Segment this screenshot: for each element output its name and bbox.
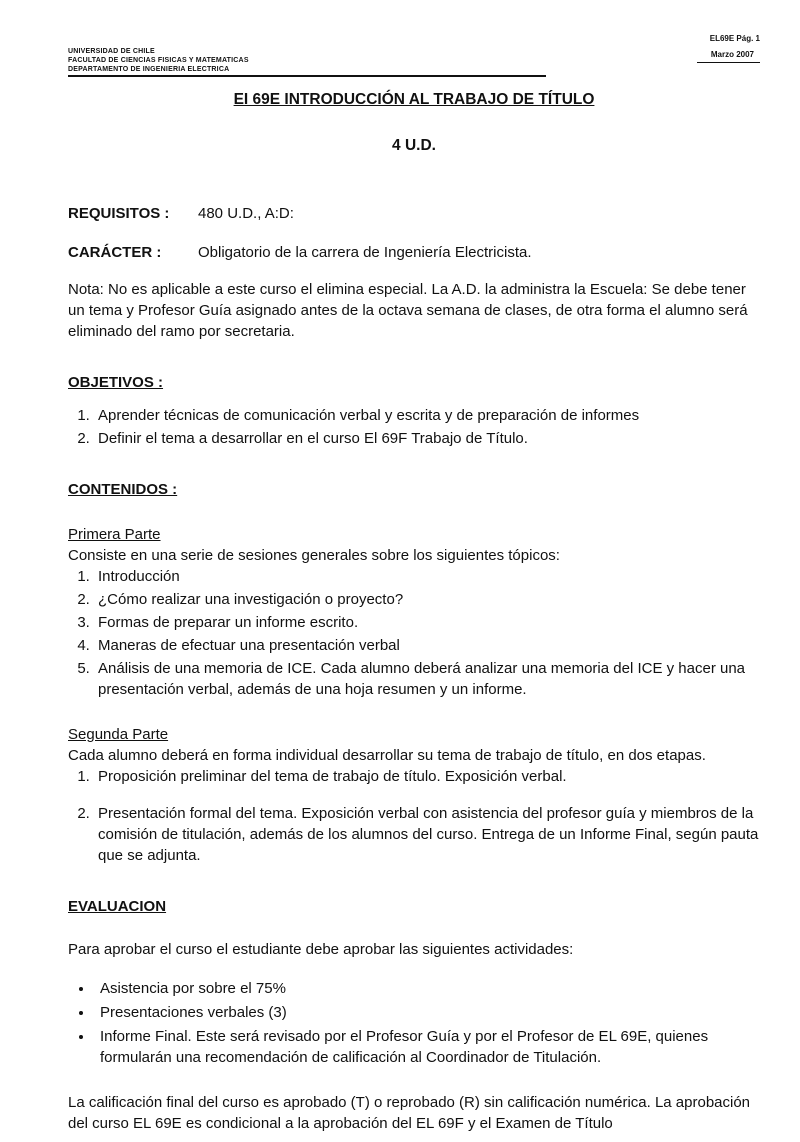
evaluacion-bullet: • Informe Final. Este será revisado por el Profesor Guía y por el Profesor de EL 69E, quienes formularán una recomendación de calificación al Coordinador de Titulación. [94,1026,760,1068]
evaluacion-heading: EVALUACION [68,897,167,915]
primera-parte-list [68,566,760,700]
requisitos-label: REQUISITOS : [68,204,170,222]
segunda-parte-list [68,766,760,866]
nota-paragraph: Nota: No es aplicable a este curso el elimina especial. La A.D. la administra la Escuela: Se debe tener un tema y Profesor Guía asignado antes de la octava semana de clases, de otra forma el alumno será eliminado del ramo por secretaria. [68,280,748,340]
org-line-department: DEPARTAMENTO DE INGENIERIA ELECTRICA [68,65,230,73]
primera-parte-item: 2. ¿Cómo realizar una investigación o proyecto? [94,589,760,610]
evaluacion-intro: Para aprobar el curso el estudiante debe aprobar las siguientes actividades: [68,940,574,958]
caracter-label: CARÁCTER : [68,243,162,261]
organization-block [68,34,546,77]
org-line-university: UNIVERSIDAD DE CHILE [68,48,155,55]
field-requisitos [68,203,760,224]
segunda-parte-intro: Cada alumno deberá en forma individual desarrollar su tema de trabajo de título, en dos etapas. [68,746,706,764]
header-meta [697,34,760,63]
closing-paragraph: La calificación final del curso es aprobado (T) o reprobado (R) sin calificación numérica. La aprobación del curso EL 69E es condicional a la aprobación del EL 69F y el Examen de Título [68,1093,751,1132]
segunda-parte-subheading: Segunda Parte [68,725,169,743]
document-header [68,34,760,77]
objetivos-item: 1. Aprender técnicas de comunicación verbal y escrita y de preparación de informes [94,405,760,426]
primera-parte-item: 3. Formas de preparar un informe escrito. [94,612,760,633]
field-caracter [68,242,760,263]
requisitos-value: 480 U.D., A:D: [198,204,294,222]
primera-parte-item: 4. Maneras de efectuar una presentación verbal [94,635,760,656]
primera-parte-subheading: Primera Parte [68,525,161,543]
objetivos-item: 2. Definir el tema a desarrollar en el curso El 69F Trabajo de Título. [94,428,760,449]
primera-parte-item: 5. Análisis de una memoria de ICE. Cada alumno deberá analizar una memoria del ICE y hacer una presentación verbal, además de una hoja resumen y un informe. [94,658,760,700]
primera-parte-intro: Consiste en una serie de sesiones generales sobre los siguientes tópicos: [68,546,560,564]
evaluacion-bullet-list [68,978,760,1068]
course-title: EI 69E INTRODUCCIÓN AL TRABAJO DE TÍTULO [233,91,595,109]
primera-parte-item: 1. Introducción [94,566,760,587]
page-reference: EL69E Pág. 1 [709,34,760,43]
evaluacion-bullet: • Presentaciones verbales (3) [94,1002,760,1023]
segunda-parte-item: 1. Proposición preliminar del tema de trabajo de título. Exposición verbal. [94,766,760,787]
objetivos-list [68,405,760,449]
contenidos-heading: CONTENIDOS : [68,480,178,498]
document-date: Marzo 2007 [697,50,760,62]
segunda-parte-item: 2. Presentación formal del tema. Exposición verbal con asistencia del profesor guía y miembros de la comisión de titulación, además de los alumnos del curso. Entrega de un Informe Final, según pauta que se adjunta. [94,803,760,866]
evaluacion-bullet: • Asistencia por sobre el 75% [94,978,760,999]
header-rule [68,75,546,77]
course-credits: 4 U.D. [392,136,436,154]
org-line-faculty: FACULTAD DE CIENCIAS FISICAS Y MATEMATICAS [68,56,249,64]
objetivos-heading: OBJETIVOS : [68,373,164,391]
caracter-value: Obligatorio de la carrera de Ingeniería Electricista. [198,243,532,261]
